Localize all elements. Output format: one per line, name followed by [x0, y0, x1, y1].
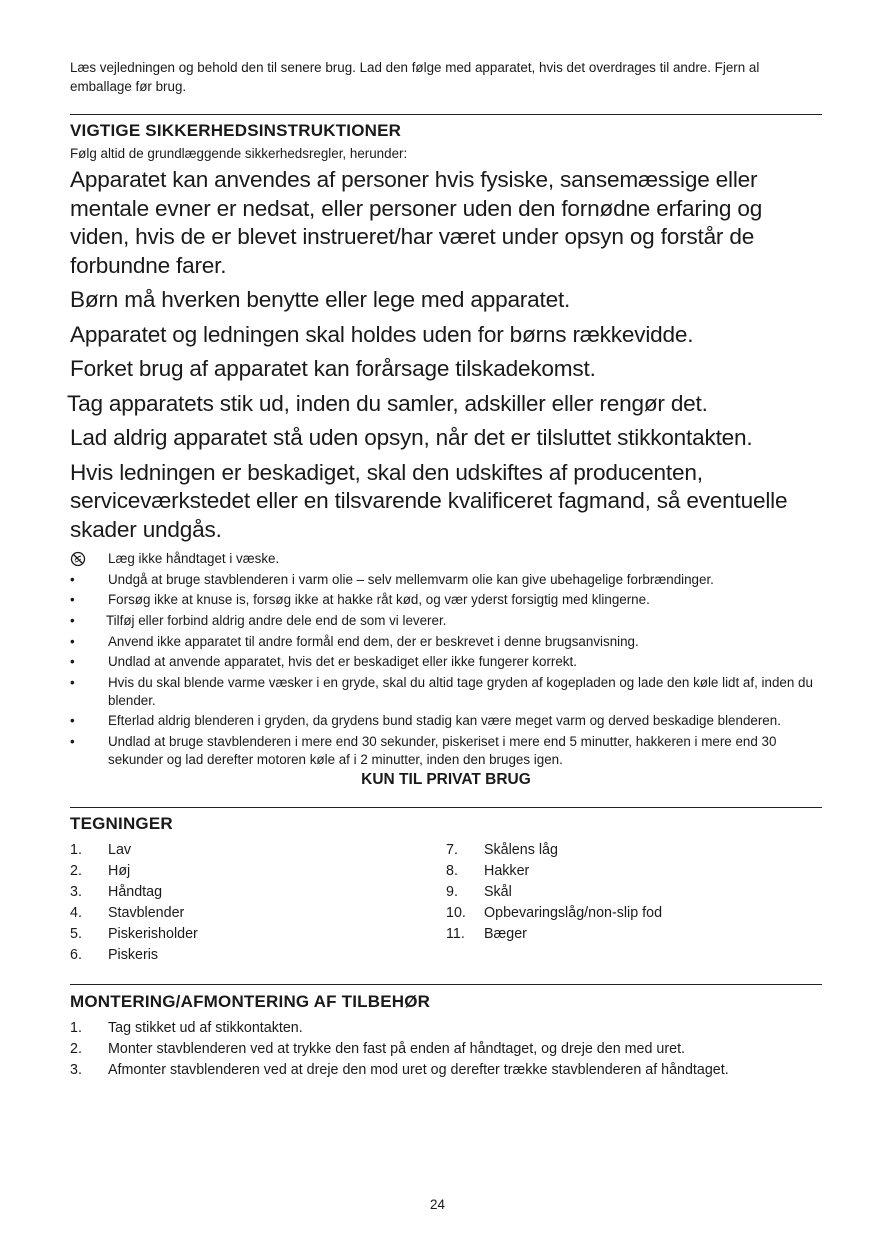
bullet-mark: • — [70, 571, 75, 587]
list-item — [70, 882, 446, 903]
item-number: 9. — [446, 884, 458, 901]
list-item — [70, 612, 822, 630]
item-label: Hakker — [484, 863, 530, 880]
mounting-title: MONTERING/AFMONTERING AF TILBEHØR — [70, 992, 431, 1012]
item-label: Opbevaringslåg/non-slip fod — [484, 905, 663, 922]
item-number: 2. — [70, 863, 82, 880]
item-label: Skål — [484, 884, 512, 901]
list-item — [446, 903, 822, 924]
bullet-mark: • — [70, 675, 75, 691]
drawings-list-right — [446, 840, 822, 945]
step-text: Monter stavblenderen ved at trykke den fast på enden af håndtaget, og dreje den med uret. — [108, 1041, 686, 1058]
section-divider — [70, 807, 822, 808]
list-item — [70, 861, 446, 882]
list-item — [70, 653, 822, 671]
bullet-text: Tilføj eller forbind aldrig andre dele end de som vi leverer. — [106, 613, 447, 629]
bullet-text: Efterlad aldrig blenderen i gryden, da grydens bund stadig kan være meget varm og derved beskadige blenderen. — [108, 713, 781, 729]
safety-lead: Følg altid de grundlæggende sikkerhedsregler, herunder: — [70, 146, 408, 161]
drawings-right-column — [446, 840, 822, 966]
item-number: 6. — [70, 947, 82, 964]
bullet-text: Undlad at bruge stavblenderen i mere end 30 sekunder, piskeriset i mere end 5 minutter, hakkeren i mere end 30 sekunder og lad derefter motoren køle af i 2 minutter, inden den bruges igen. — [108, 734, 777, 767]
big-paragraph: Apparatet og ledningen skal holdes uden for børns rækkevidde. — [70, 321, 694, 347]
private-use-title: KUN TIL PRIVAT BRUG — [361, 771, 531, 789]
step-text: Tag stikket ud af stikkontakten. — [108, 1020, 303, 1037]
list-item — [70, 1039, 822, 1060]
list-item — [70, 840, 446, 861]
bullet-text: Forsøg ikke at knuse is, forsøg ikke at hakke råt kød, og vær yderst forsigtig med klingerne. — [108, 592, 650, 608]
section-divider — [70, 984, 822, 985]
drawings-columns — [70, 840, 822, 966]
list-item — [70, 550, 822, 568]
item-number: 8. — [446, 863, 458, 880]
bullet-mark: • — [70, 654, 75, 670]
item-label: Stavblender — [108, 905, 185, 922]
step-text: Afmonter stavblenderen ved at dreje den mod uret og derefter trække stavblenderen af håndtaget. — [108, 1062, 729, 1079]
item-number: 5. — [70, 926, 82, 943]
item-label: Håndtag — [108, 884, 163, 901]
bullet-text: Undgå at bruge stavblenderen i varm olie – selv mellemvarm olie kan give ubehagelige forbrændinger. — [108, 571, 714, 587]
big-paragraph: Børn må hverken benytte eller lege med apparatet. — [70, 287, 571, 312]
bullet-text: Hvis du skal blende varme væsker i en gryde, skal du altid tage gryden af kogepladen og lade den køle lidt af, inden du blender. — [108, 675, 813, 708]
list-item — [70, 674, 822, 709]
icon-item-text: Læg ikke håndtaget i væske. — [108, 551, 280, 566]
drawings-left-column — [70, 840, 446, 966]
bullet-text: Anvend ikke apparatet til andre formål end dem, der er beskrevet i denne brugsanvisning. — [108, 633, 639, 649]
list-item — [70, 924, 446, 945]
list-item — [70, 633, 822, 651]
item-label: Bæger — [484, 926, 527, 943]
item-label: Lav — [108, 842, 132, 859]
step-number: 1. — [70, 1020, 82, 1037]
safety-title: VIGTIGE SIKKERHEDSINSTRUKTIONER — [70, 121, 402, 140]
item-label: Piskerisholder — [108, 926, 198, 943]
bullet-mark: • — [70, 734, 75, 749]
list-item — [70, 945, 446, 966]
list-item — [70, 1060, 822, 1081]
list-item — [70, 1018, 822, 1039]
item-label: Piskeris — [108, 947, 159, 964]
safety-bullet-list — [70, 550, 822, 768]
big-paragraph: Hvis ledningen er beskadiget, skal den udskiftes af producenten, serviceværkstedet eller en tilsvarende kvalificeret fagmand, så eventuelle skader undgås. — [70, 459, 788, 542]
list-item — [70, 571, 822, 589]
bullet-text: Undlad at anvende apparatet, hvis det er beskadiget eller ikke fungerer korrekt. — [108, 654, 577, 670]
manual-page — [67, 58, 822, 1081]
bullet-mark: • — [70, 613, 75, 629]
item-number: 3. — [70, 884, 82, 901]
item-number: 11. — [446, 926, 465, 943]
list-item — [70, 903, 446, 924]
big-paragraph: Tag apparatets stik ud, inden du samler, adskiller eller rengør det. — [67, 390, 708, 416]
item-number: 10. — [446, 905, 466, 922]
big-paragraph: Forket brug af apparatet kan forårsage tilskadekomst. — [70, 356, 596, 381]
big-paragraph: Apparatet kan anvendes af personer hvis fysiske, sansemæssige eller mentale evner er nedsat, eller personer uden den fornødne erfaring og viden, hvis de er blevet instrueret/har været under opsyn og forstår de forbundne farer. — [70, 167, 763, 278]
item-number: 7. — [446, 842, 458, 859]
list-item — [446, 924, 822, 945]
list-item — [446, 861, 822, 882]
item-number: 1. — [70, 842, 82, 859]
item-label: Høj — [108, 863, 131, 880]
mounting-steps — [70, 1018, 822, 1081]
drawings-title: TEGNINGER — [70, 814, 173, 834]
bullet-mark: • — [70, 592, 75, 608]
list-item — [446, 882, 822, 903]
bullet-mark: • — [70, 713, 75, 729]
page-number: 24 — [430, 1197, 445, 1212]
bullet-mark: • — [70, 633, 75, 649]
step-number: 2. — [70, 1041, 82, 1058]
list-item — [446, 840, 822, 861]
intro-text: Læs vejledningen og behold den til senere brug. Lad den følge med apparatet, hvis det overdrages til andre. Fjern al emballage før brug. — [70, 60, 760, 94]
item-number: 4. — [70, 905, 82, 922]
list-item — [70, 733, 822, 768]
step-number: 3. — [70, 1062, 82, 1079]
list-item — [70, 591, 822, 609]
safety-big-paragraphs — [67, 166, 822, 544]
item-label: Skålens låg — [484, 842, 558, 859]
big-paragraph: Lad aldrig apparatet stå uden opsyn, når det er tilsluttet stikkontakten. — [70, 425, 753, 450]
drawings-list-left — [70, 840, 446, 966]
section-divider — [70, 114, 822, 115]
no-immersion-icon — [70, 550, 90, 568]
list-item — [70, 712, 822, 730]
